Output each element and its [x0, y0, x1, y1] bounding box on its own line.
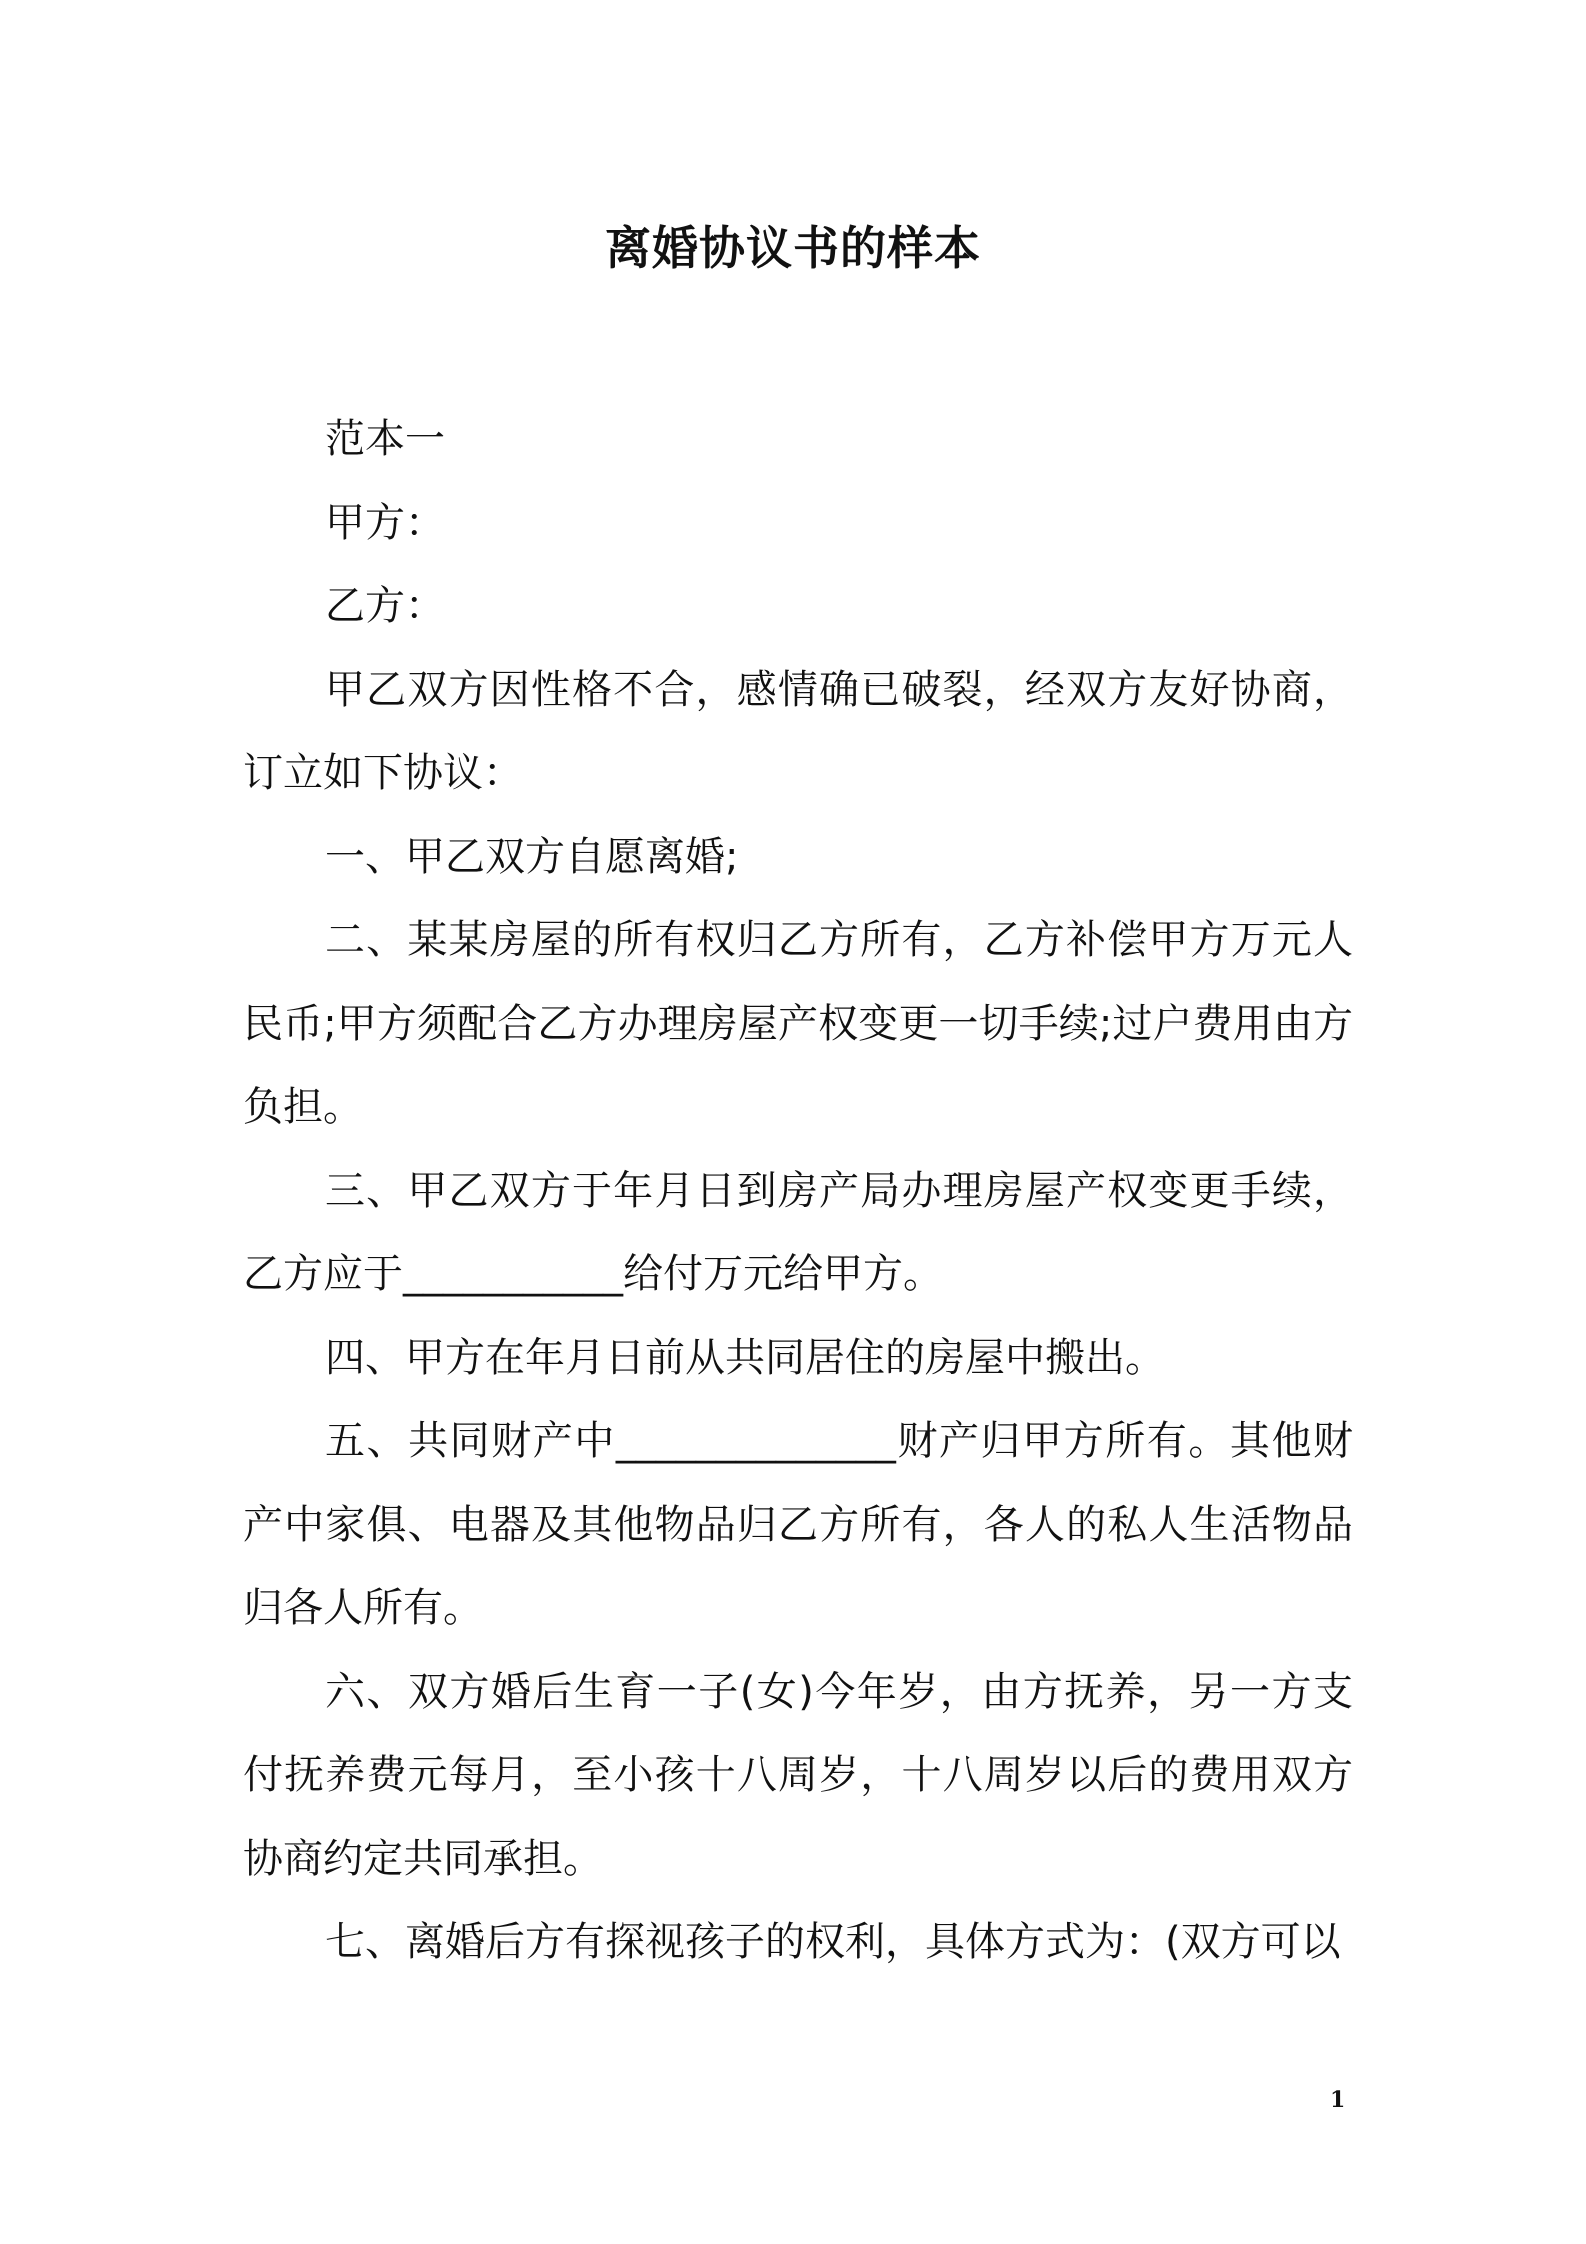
page-number: 1 — [1330, 2087, 1346, 2113]
document-title: 离婚协议书的样本 — [605, 221, 981, 275]
paragraph-party-a: 甲方： — [325, 499, 445, 546]
paragraph-clause-3: 三、甲乙双方于年月日到房产局办理房屋产权变更手续，乙方应于___________给付万元给甲方。 — [243, 1167, 1353, 1297]
paragraph-clause-4: 四、甲方在年月日前从共同居住的房屋中搬出。 — [325, 1334, 1165, 1381]
paragraph-introduction: 甲乙双方因性格不合，感情确已破裂，经双方友好协商，订立如下协议： — [243, 666, 1353, 796]
paragraph-clause-1: 一、甲乙双方自愿离婚; — [325, 833, 739, 880]
paragraph-party-b: 乙方： — [325, 583, 445, 629]
paragraph-clause-7: 七、离婚后方有探视孩子的权利，具体方式为：(双方可以 — [325, 1919, 1341, 1965]
paragraph-clause-2: 二、某某房屋的所有权归乙方所有，乙方补偿甲方万元人民币;甲方须配合乙方办理房屋产权变更一切手续;过户费用由方负担。 — [243, 917, 1353, 1130]
paragraph-clause-6: 六、双方婚后生育一子(女)今年岁，由方抚养，另一方支付抚养费元每月，至小孩十八周岁，十八周岁以后的费用双方协商约定共同承担。 — [243, 1668, 1353, 1882]
document-body — [243, 398, 1353, 1985]
paragraph-template-label: 范本一 — [325, 416, 445, 462]
paragraph-clause-5: 五、共同财产中______________财产归甲方所有。其他财产中家俱、电器及其他物品归乙方所有，各人的私人生活物品归各人所有。 — [243, 1418, 1353, 1631]
